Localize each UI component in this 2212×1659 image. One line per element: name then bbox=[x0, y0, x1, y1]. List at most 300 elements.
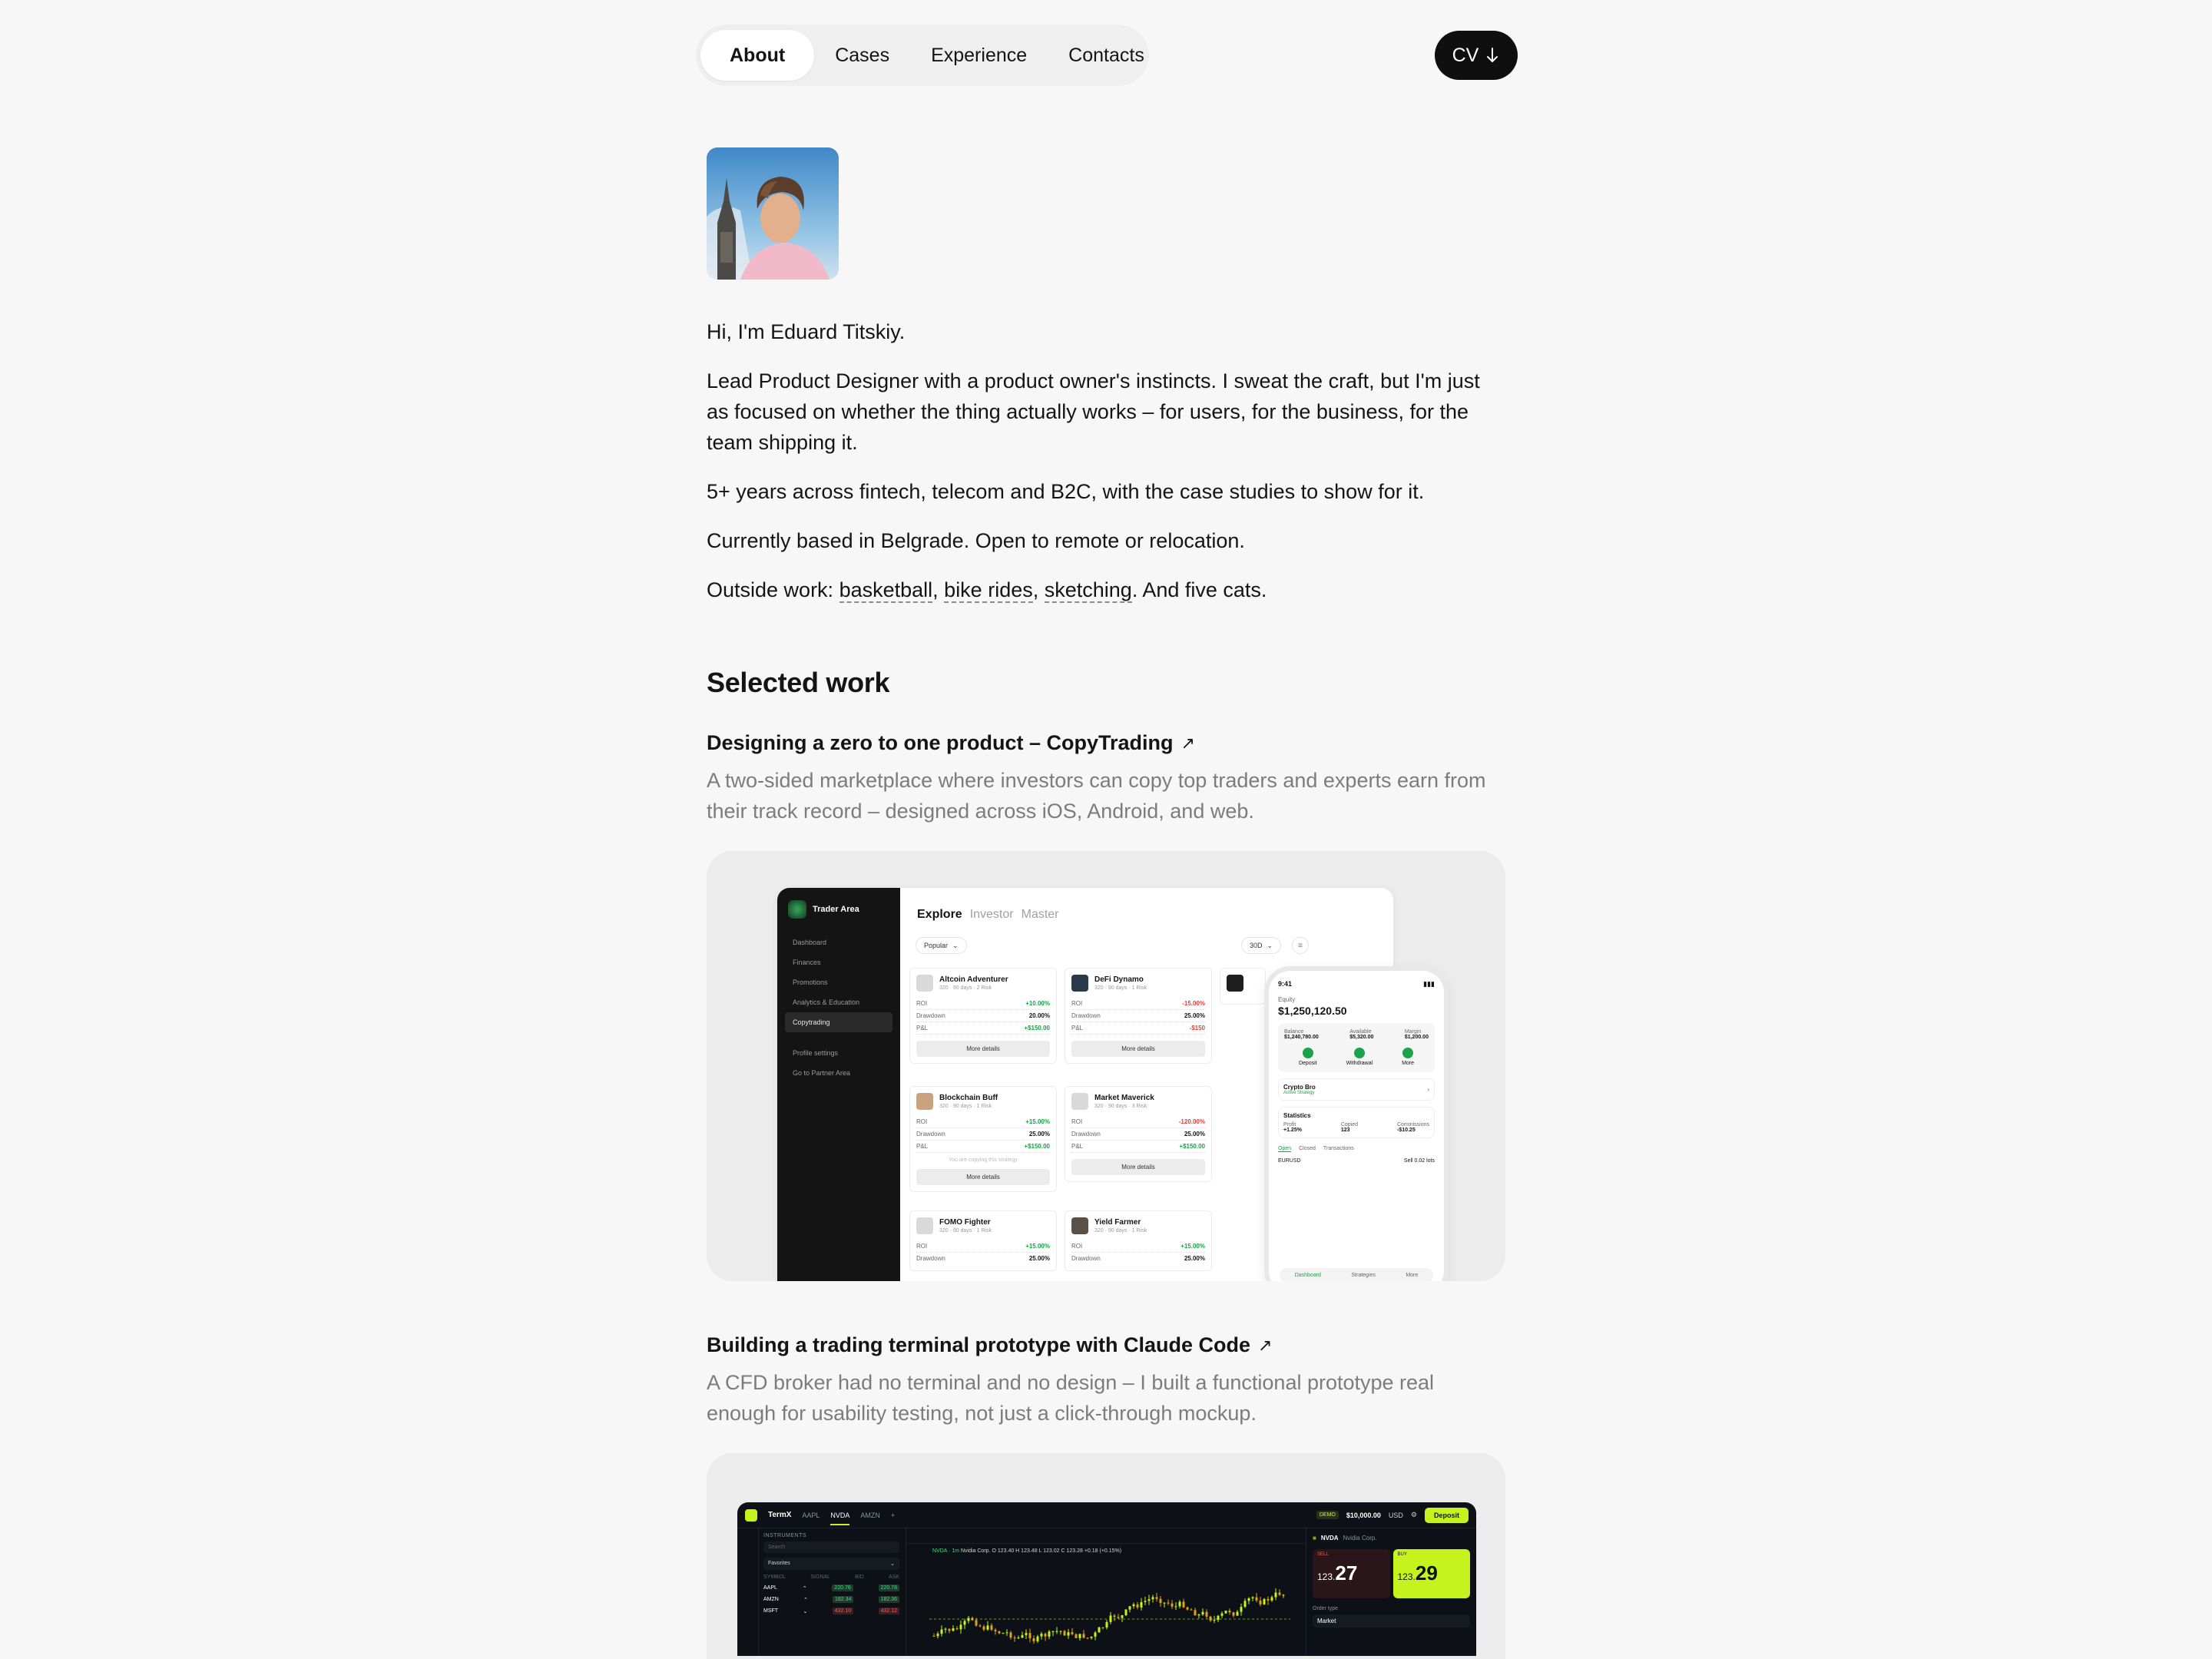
favorites-label: Favorites bbox=[768, 1561, 790, 1566]
demo-badge: DEMO bbox=[1316, 1511, 1339, 1519]
terminal-tab-active: NVDA bbox=[830, 1512, 849, 1525]
mock-tab: Master bbox=[1021, 908, 1059, 921]
candle-body bbox=[941, 1630, 943, 1634]
mock-strategy-card bbox=[1065, 1086, 1212, 1182]
terminal-tab: AAPL bbox=[802, 1511, 820, 1519]
mock-sort-chip bbox=[916, 937, 967, 954]
sell-price-main: 27 bbox=[1335, 1561, 1358, 1584]
candle-body bbox=[1064, 1631, 1066, 1636]
hobbies-suffix: . And five cats. bbox=[1131, 578, 1267, 601]
strategy-name: Blockchain Buff bbox=[939, 1094, 998, 1102]
margin-value: $1,200.00 bbox=[1404, 1035, 1429, 1040]
strategy-avatar bbox=[1071, 975, 1088, 992]
statistics-title: Statistics bbox=[1283, 1112, 1311, 1119]
candle-body bbox=[1068, 1632, 1070, 1635]
stat-label: Copied bbox=[1340, 1122, 1359, 1128]
nav-item-contacts[interactable]: Contacts bbox=[1068, 44, 1144, 66]
instruments-label: INSTRUMENTS bbox=[763, 1533, 807, 1538]
chevron-right-icon: › bbox=[1427, 1086, 1429, 1093]
candle-body bbox=[1144, 1601, 1147, 1602]
drawdown-label: Drawdown bbox=[1071, 1255, 1101, 1262]
candle-body bbox=[1160, 1599, 1162, 1603]
candle-body bbox=[1164, 1603, 1166, 1604]
mock-sidebar bbox=[777, 888, 900, 1281]
candle-body bbox=[1190, 1610, 1193, 1611]
candle-body bbox=[1006, 1632, 1008, 1633]
terminal-topbar bbox=[737, 1502, 1476, 1528]
chart-symbol: NVDA · 1m bbox=[932, 1548, 960, 1554]
ask-value: 432.12 bbox=[879, 1608, 899, 1614]
favorites-select bbox=[763, 1558, 899, 1570]
instrument-symbol: AMZN bbox=[763, 1597, 779, 1602]
signal-icon: ⌃ bbox=[802, 1585, 807, 1591]
mock-strategy-card bbox=[909, 1086, 1057, 1192]
stat-label: Profit bbox=[1283, 1122, 1296, 1128]
strategy-meta: 320 · 90 days · 1 Risk bbox=[939, 1104, 992, 1109]
available-value: $5,320.00 bbox=[1349, 1035, 1374, 1040]
candle-body bbox=[1152, 1597, 1154, 1599]
intro-experience: 5+ years across fintech, telecom and B2C, with the case studies to show for it. bbox=[707, 480, 1425, 503]
strategy-avatar bbox=[916, 1217, 933, 1234]
strategy-meta: 320 · 90 days · 3 Risk bbox=[1094, 1104, 1147, 1109]
case-preview-trading-terminal[interactable] bbox=[707, 1453, 1505, 1659]
active-strategy-row bbox=[1278, 1078, 1435, 1101]
mock-strategy-card bbox=[909, 1210, 1057, 1271]
mock-menu-item: Go to Partner Area bbox=[793, 1069, 851, 1077]
candle-body bbox=[937, 1634, 939, 1636]
candle-body bbox=[1279, 1593, 1281, 1595]
candle-body bbox=[1075, 1634, 1078, 1638]
candle-body bbox=[1275, 1593, 1277, 1598]
column-header: BID bbox=[855, 1575, 864, 1580]
more-icon bbox=[1402, 1048, 1413, 1058]
terminal-rail bbox=[737, 1528, 759, 1656]
order-type-select: Market bbox=[1313, 1614, 1470, 1628]
roi-label: ROI bbox=[1071, 1118, 1083, 1125]
candle-body bbox=[1210, 1617, 1212, 1621]
candle-body bbox=[998, 1631, 1001, 1634]
candle-body bbox=[1141, 1602, 1143, 1608]
case-title: Building a trading terminal prototype with Claude Code bbox=[707, 1333, 1251, 1356]
candle-body bbox=[1179, 1601, 1181, 1606]
cv-download-button[interactable] bbox=[1435, 31, 1518, 80]
copytrading-phone-mockup bbox=[1264, 966, 1449, 1281]
drawdown-value: 25.00% bbox=[1184, 1255, 1205, 1262]
chevron-down-icon: ⌄ bbox=[890, 1561, 895, 1567]
mock-period-label: 30D bbox=[1249, 942, 1263, 949]
pnl-value: +$150.00 bbox=[1024, 1025, 1050, 1031]
candle-body bbox=[956, 1628, 959, 1629]
phone-balance-box bbox=[1278, 1023, 1435, 1072]
balance-label: Balance bbox=[1284, 1029, 1304, 1035]
candle-body bbox=[1214, 1620, 1216, 1621]
phone-tab: Open bbox=[1278, 1146, 1292, 1151]
more-details-button: More details bbox=[1071, 1159, 1205, 1175]
instrument-row bbox=[763, 1596, 899, 1603]
mock-menu-item: Finances bbox=[793, 959, 821, 966]
mock-strategy-card bbox=[1065, 968, 1212, 1064]
candle-body bbox=[991, 1625, 993, 1630]
instrument-row bbox=[763, 1608, 899, 1614]
roi-label: ROI bbox=[916, 1243, 928, 1250]
candle-body bbox=[1225, 1611, 1227, 1614]
strategy-avatar bbox=[1071, 1093, 1088, 1110]
pnl-value: +$150.00 bbox=[1024, 1143, 1050, 1150]
candle-body bbox=[1037, 1637, 1039, 1641]
strategy-name: Altcoin Adventurer bbox=[939, 975, 1008, 984]
phone-tab: Transactions bbox=[1323, 1146, 1354, 1151]
hobby-sketching[interactable]: sketching bbox=[1044, 578, 1132, 601]
candle-body bbox=[1156, 1597, 1158, 1598]
candle-body bbox=[1052, 1631, 1055, 1632]
chart-subtitle: Nvidia Corp. bbox=[960, 1548, 991, 1554]
candle-body bbox=[987, 1625, 989, 1629]
candle-body bbox=[1091, 1637, 1093, 1638]
candle-body bbox=[964, 1621, 966, 1624]
mock-menu-item: Profile settings bbox=[793, 1049, 839, 1057]
case-link-copytrading[interactable] bbox=[707, 731, 1505, 755]
candle-body bbox=[1022, 1635, 1024, 1637]
drawdown-label: Drawdown bbox=[916, 1012, 945, 1019]
candle-body bbox=[1029, 1633, 1031, 1638]
available-label: Available bbox=[1349, 1029, 1372, 1035]
candle-body bbox=[1133, 1604, 1135, 1606]
roi-value: +15.00% bbox=[1025, 1118, 1050, 1125]
candle-body bbox=[1194, 1610, 1197, 1615]
buy-price-box bbox=[1393, 1549, 1471, 1598]
more-details-button: More details bbox=[1071, 1041, 1205, 1057]
candle-body bbox=[1045, 1634, 1047, 1637]
filter-icon: ≡ bbox=[1292, 937, 1309, 954]
pnl-label: P&L bbox=[916, 1143, 929, 1150]
sell-price-box bbox=[1313, 1549, 1390, 1598]
pnl-value: +$150.00 bbox=[1179, 1143, 1205, 1150]
stat-value: 123 bbox=[1340, 1128, 1350, 1133]
order-type-label: Order type bbox=[1313, 1606, 1339, 1611]
buy-label: BUY bbox=[1397, 1552, 1407, 1557]
candle-body bbox=[1094, 1633, 1097, 1637]
column-header: SYMBOL bbox=[763, 1575, 786, 1580]
candle-body bbox=[1087, 1637, 1089, 1638]
trader-logo-icon bbox=[788, 900, 806, 919]
drawdown-value: 25.00% bbox=[1184, 1012, 1205, 1019]
instrument-symbol: AAPL bbox=[763, 1585, 777, 1591]
candle-body bbox=[1137, 1604, 1139, 1608]
case-preview-copytrading[interactable] bbox=[707, 851, 1505, 1281]
action-label: Deposit bbox=[1298, 1061, 1317, 1066]
top-nav bbox=[696, 25, 1149, 86]
intro-hobbies bbox=[707, 575, 1505, 605]
mock-brand-label: Trader Area bbox=[813, 905, 859, 914]
candle-body bbox=[1060, 1631, 1062, 1632]
hobbies-separator: , bbox=[1032, 578, 1045, 601]
strategy-avatar bbox=[1071, 1217, 1088, 1234]
candle-body bbox=[1263, 1599, 1266, 1604]
sell-label: SELL bbox=[1317, 1552, 1329, 1557]
terminal-balance: $10,000.00 bbox=[1346, 1511, 1381, 1519]
equity-label: Equity bbox=[1278, 996, 1296, 1003]
mock-tab: Investor bbox=[969, 908, 1014, 921]
candle-body bbox=[1083, 1634, 1085, 1637]
external-arrow-icon: ↗ bbox=[1258, 1335, 1273, 1355]
candle-body bbox=[1106, 1622, 1108, 1628]
pnl-label: P&L bbox=[916, 1025, 929, 1031]
drawdown-label: Drawdown bbox=[916, 1255, 945, 1262]
settings-icon: ⚙ bbox=[1410, 1511, 1417, 1518]
drawdown-label: Drawdown bbox=[1071, 1012, 1101, 1019]
ticket-symbol: NVDA bbox=[1320, 1535, 1339, 1541]
roi-value: +15.00% bbox=[1181, 1243, 1205, 1250]
strategy-avatar bbox=[1227, 975, 1243, 992]
candle-body bbox=[952, 1628, 955, 1631]
case-description: A two-sided marketplace where investors can copy top traders and experts earn from their track record – designed across iOS, Android, and web. bbox=[707, 769, 1486, 823]
buy-price-main: 29 bbox=[1415, 1561, 1438, 1584]
mock-menu-item: Analytics & Education bbox=[793, 998, 860, 1006]
nav-item-experience[interactable]: Experience bbox=[931, 44, 1028, 66]
candle-body bbox=[1010, 1632, 1012, 1637]
chevron-down-icon: ⌄ bbox=[952, 941, 959, 949]
action-label: More bbox=[1402, 1061, 1415, 1066]
case-link-trading-terminal[interactable] bbox=[707, 1333, 1505, 1357]
terminal-instruments-panel bbox=[737, 1528, 906, 1656]
candle-body bbox=[933, 1636, 935, 1637]
roi-value: -120.00% bbox=[1178, 1118, 1205, 1125]
roi-value: +10.00% bbox=[1025, 1000, 1050, 1007]
strategy-name: Crypto Bro bbox=[1283, 1084, 1316, 1091]
termx-logo-icon bbox=[745, 1509, 757, 1522]
drawdown-value: 25.00% bbox=[1028, 1255, 1050, 1262]
mock-tab: Explore bbox=[917, 908, 962, 921]
nav-item-about[interactable]: About bbox=[700, 30, 814, 81]
candlestick-chart bbox=[906, 1528, 1306, 1656]
mock-menu-item: Dashboard bbox=[793, 939, 827, 946]
candle-body bbox=[1202, 1612, 1204, 1614]
ohlc-values: O 123.40 H 123.48 L 123.02 C 123.28 +0.18 (+0.15%) bbox=[992, 1548, 1122, 1554]
drawdown-label: Drawdown bbox=[916, 1131, 945, 1137]
roi-label: ROI bbox=[1071, 1000, 1083, 1007]
strategy-name: FOMO Fighter bbox=[939, 1218, 991, 1227]
terminal-brand: TermX bbox=[768, 1511, 792, 1519]
candle-body bbox=[1071, 1632, 1074, 1634]
candle-body bbox=[1240, 1607, 1243, 1611]
roi-value: +15.00% bbox=[1025, 1243, 1050, 1250]
plus-icon bbox=[1303, 1048, 1313, 1058]
ask-value: 220.78 bbox=[879, 1584, 899, 1591]
candle-body bbox=[1198, 1614, 1200, 1615]
roi-label: ROI bbox=[916, 1118, 928, 1125]
column-header: ASK bbox=[888, 1575, 899, 1580]
candle-body bbox=[1283, 1594, 1285, 1595]
stat-value: -$10.25 bbox=[1396, 1128, 1416, 1133]
intro-greeting: Hi, I'm Eduard Titskiy. bbox=[707, 320, 906, 343]
bottom-nav-item: Strategies bbox=[1351, 1273, 1376, 1278]
margin-label: Margin bbox=[1404, 1029, 1422, 1035]
stat-value: +1.25% bbox=[1283, 1128, 1302, 1133]
candle-body bbox=[979, 1626, 982, 1627]
strategy-name: DeFi Dynamo bbox=[1094, 975, 1144, 984]
strategy-avatar bbox=[916, 1093, 933, 1110]
mock-period-chip bbox=[1241, 937, 1281, 954]
mock-brand bbox=[777, 888, 900, 932]
buy-price-prefix: 123. bbox=[1397, 1571, 1416, 1582]
instrument-columns bbox=[763, 1575, 899, 1580]
strategy-meta: 320 · 90 days · 1 Risk bbox=[939, 1228, 992, 1233]
mock-strategy-card bbox=[1065, 1210, 1212, 1271]
roi-label: ROI bbox=[916, 1000, 928, 1007]
candle-body bbox=[1271, 1598, 1273, 1601]
phone-tab: Closed bbox=[1299, 1146, 1316, 1151]
candle-body bbox=[1256, 1598, 1258, 1601]
drawdown-value: 25.00% bbox=[1028, 1131, 1050, 1137]
drawdown-label: Drawdown bbox=[1071, 1131, 1101, 1137]
strategy-avatar bbox=[916, 975, 933, 992]
intro-location: Currently based in Belgrade. Open to remote or relocation. bbox=[707, 529, 1245, 552]
candle-body bbox=[975, 1620, 978, 1625]
deposit-action bbox=[1299, 1048, 1317, 1066]
candle-body bbox=[1129, 1606, 1131, 1609]
arrow-down-icon bbox=[1485, 47, 1500, 64]
withdrawal-action bbox=[1346, 1048, 1373, 1066]
candle-body bbox=[1221, 1614, 1224, 1616]
candle-body bbox=[983, 1627, 985, 1630]
nav-item-cases[interactable]: Cases bbox=[835, 44, 890, 66]
drawdown-value: 25.00% bbox=[1184, 1131, 1205, 1137]
equity-value: $1,250,120.50 bbox=[1278, 1005, 1347, 1017]
candle-body bbox=[1125, 1610, 1128, 1615]
cv-label: CV bbox=[1452, 44, 1479, 66]
pnl-value: -$150 bbox=[1189, 1025, 1205, 1031]
candle-body bbox=[1098, 1628, 1101, 1633]
terminal-currency: USD bbox=[1388, 1511, 1403, 1519]
candle-body bbox=[945, 1629, 947, 1630]
more-details-button: More details bbox=[916, 1041, 1050, 1057]
candle-body bbox=[1171, 1604, 1174, 1607]
mock-tabs bbox=[917, 908, 1059, 922]
candle-body bbox=[1056, 1631, 1058, 1632]
candle-body bbox=[1175, 1606, 1177, 1607]
stat-label: Commissions bbox=[1396, 1122, 1429, 1128]
pnl-label: P&L bbox=[1071, 1025, 1084, 1031]
position-text: Sell 0.02 lots bbox=[1403, 1158, 1435, 1164]
candle-body bbox=[1167, 1603, 1170, 1604]
nvidia-logo-icon: ■ bbox=[1313, 1535, 1316, 1541]
instrument-row bbox=[763, 1584, 899, 1591]
statistics-box bbox=[1278, 1107, 1435, 1138]
mock-menu-item: Promotions bbox=[793, 979, 828, 986]
hobby-basketball[interactable]: basketball bbox=[839, 578, 933, 601]
bid-value: 182.34 bbox=[833, 1596, 853, 1603]
pnl-label: P&L bbox=[1071, 1143, 1084, 1150]
candle-body bbox=[1206, 1612, 1208, 1617]
candle-body bbox=[1121, 1615, 1124, 1618]
candle-body bbox=[1187, 1608, 1189, 1610]
candle-body bbox=[1233, 1612, 1235, 1615]
candle-body bbox=[1033, 1638, 1035, 1641]
terminal-mockup bbox=[737, 1502, 1476, 1656]
roi-label: ROI bbox=[1071, 1243, 1083, 1250]
bid-value: 432.10 bbox=[833, 1608, 853, 1614]
ask-value: 182.36 bbox=[879, 1596, 899, 1603]
mock-menu-item-active: Copytrading bbox=[785, 1012, 892, 1032]
candle-body bbox=[1229, 1611, 1231, 1612]
battery-icon: ▮▮▮ bbox=[1423, 980, 1435, 988]
arrow-up-icon bbox=[1354, 1048, 1365, 1058]
candle-body bbox=[1048, 1631, 1051, 1637]
signal-icon: ⌄ bbox=[803, 1608, 808, 1614]
bottom-nav-item: More bbox=[1406, 1273, 1419, 1278]
action-label: Withdrawal bbox=[1346, 1061, 1373, 1066]
candle-body bbox=[995, 1630, 997, 1631]
drawdown-value: 20.00% bbox=[1028, 1012, 1050, 1019]
signal-icon: ⌃ bbox=[803, 1597, 808, 1603]
hobby-bike-rides[interactable]: bike rides bbox=[944, 578, 1033, 601]
phone-time: 9:41 bbox=[1278, 980, 1293, 988]
more-action bbox=[1402, 1048, 1414, 1066]
mock-sort-label: Popular bbox=[924, 942, 949, 949]
candle-body bbox=[1041, 1634, 1043, 1637]
avatar bbox=[707, 147, 839, 280]
phone-tabs bbox=[1278, 1146, 1435, 1152]
terminal-deposit-button: Deposit bbox=[1425, 1508, 1469, 1523]
phone-bottom-nav bbox=[1280, 1268, 1433, 1281]
balance-value: $1,240,780.00 bbox=[1284, 1035, 1319, 1040]
mock-strategy-card-partial bbox=[1220, 968, 1266, 1005]
candle-body bbox=[1267, 1599, 1270, 1601]
candle-body bbox=[1237, 1612, 1239, 1616]
hobbies-separator: , bbox=[932, 578, 945, 601]
candle-body bbox=[1014, 1637, 1016, 1638]
candle-body bbox=[1148, 1599, 1151, 1601]
terminal-tab: AMZN bbox=[860, 1511, 880, 1519]
candle-body bbox=[1183, 1601, 1185, 1607]
order-ticket bbox=[1306, 1528, 1476, 1656]
candle-body bbox=[949, 1629, 951, 1631]
strategy-status: Active Strategy bbox=[1283, 1091, 1315, 1095]
column-header: SIGNAL bbox=[810, 1575, 831, 1580]
selected-work-heading: Selected work bbox=[707, 667, 890, 698]
strategy-name: Yield Farmer bbox=[1094, 1218, 1141, 1227]
plus-icon: + bbox=[890, 1511, 896, 1519]
candle-body bbox=[1114, 1615, 1116, 1617]
candle-body bbox=[1118, 1617, 1120, 1618]
external-arrow-icon: ↗ bbox=[1181, 733, 1195, 753]
candle-body bbox=[1025, 1633, 1028, 1635]
bottom-nav-item: Dashboard bbox=[1294, 1273, 1321, 1278]
candle-body bbox=[1260, 1601, 1262, 1604]
candle-body bbox=[1002, 1633, 1005, 1634]
case-title: Designing a zero to one product – CopyTrading bbox=[707, 731, 1174, 754]
copying-note: You are copying this strategy bbox=[949, 1157, 1018, 1163]
mock-strategy-card bbox=[909, 968, 1057, 1064]
bid-value: 220.76 bbox=[832, 1584, 853, 1591]
terminal-chart bbox=[906, 1528, 1306, 1656]
candle-body bbox=[1248, 1598, 1250, 1601]
strategy-name: Market Maverick bbox=[1094, 1094, 1154, 1102]
candle-body bbox=[960, 1624, 962, 1629]
candle-body bbox=[1079, 1634, 1081, 1637]
strategy-meta: 320 · 90 days · 1 Risk bbox=[1094, 985, 1147, 991]
case-description: A CFD broker had no terminal and no design – I built a functional prototype real enough for usability testing, not just a click-through mockup. bbox=[707, 1371, 1435, 1425]
position-symbol: EURUSD bbox=[1278, 1158, 1301, 1164]
chevron-down-icon: ⌄ bbox=[1267, 941, 1273, 949]
roi-value: -15.00% bbox=[1182, 1000, 1205, 1007]
sell-price-prefix: 123. bbox=[1317, 1571, 1336, 1582]
intro-bio: Lead Product Designer with a product owner's instincts. I sweat the craft, but I'm just as focused on whether the thing actually works – for users, for the business, for the team shipping it. bbox=[707, 369, 1480, 454]
strategy-meta: 320 · 90 days · 1 Risk bbox=[1094, 1228, 1147, 1233]
instrument-search: Search bbox=[763, 1541, 899, 1553]
instrument-symbol: MSFT bbox=[763, 1608, 779, 1614]
strategy-meta: 320 · 90 days · 2 Risk bbox=[939, 985, 992, 991]
